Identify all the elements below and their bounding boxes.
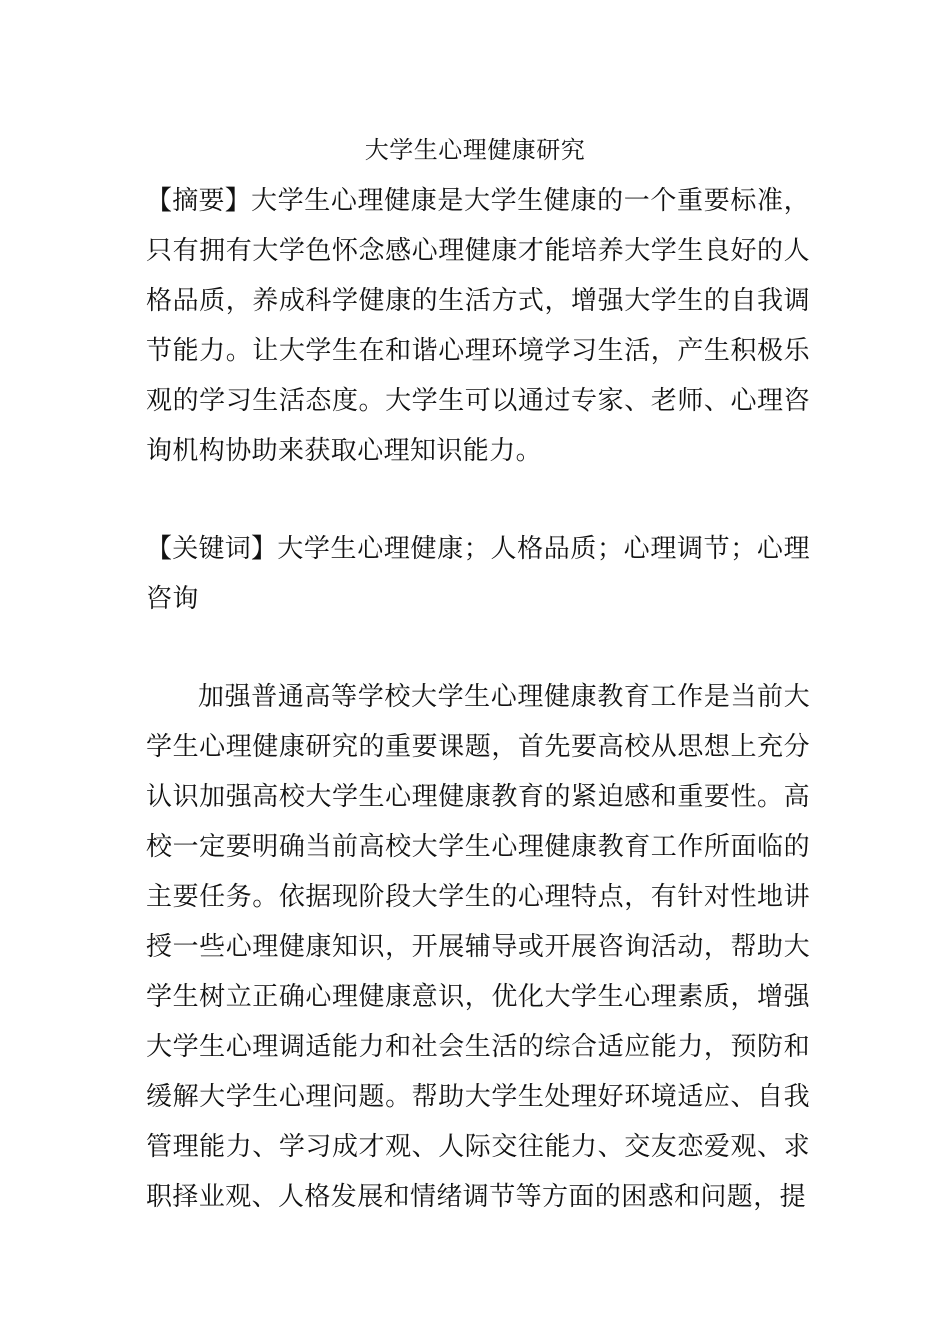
- keywords-section: [146, 524, 810, 624]
- document-title: 大学生心理健康研究: [364, 136, 586, 164]
- keywords-label: 【关键词】: [146, 534, 278, 564]
- abstract-section: [146, 176, 810, 476]
- abstract-label: 【摘要】: [146, 186, 251, 216]
- body-paragraph: 加强普通高等学校大学生心理健康教育工作是当前大学生心理健康研究的重要课题，首先要高校从思想上充分认识加强高校大学生心理健康教育的紧迫感和重要性。高校一定要明确当前高校大学生心理健康教育工作所面临的主要任务。依据现阶段大学生的心理特点，有针对性地讲授一些心理健康知识，开展辅导或开展咨询活动，帮助大学生树立正确心理健康意识，优化大学生心理素质，增强大学生心理调适能力和社会生活的综合适应能力，预防和缓解大学生心理问题。帮助大学生处理好环境适应、自我管理能力、学习成才观、人际交往能力、交友恋爱观、求职择业观、人格发展和情绪调节等方面的困惑和问题，提: [146, 682, 810, 1212]
- keywords-text: 大学生心理健康；人格品质；心理调节；心理咨询: [146, 534, 810, 614]
- abstract-text: 大学生心理健康是大学生健康的一个重要标准，只有拥有大学色怀念感心理健康才能培养大学生良好的人格品质，养成科学健康的生活方式，增强大学生的自我调节能力。让大学生在和谐心理环境学习生活，产生积极乐观的学习生活态度。大学生可以通过专家、老师、心理咨询机构协助来获取心理知识能力。: [146, 186, 810, 466]
